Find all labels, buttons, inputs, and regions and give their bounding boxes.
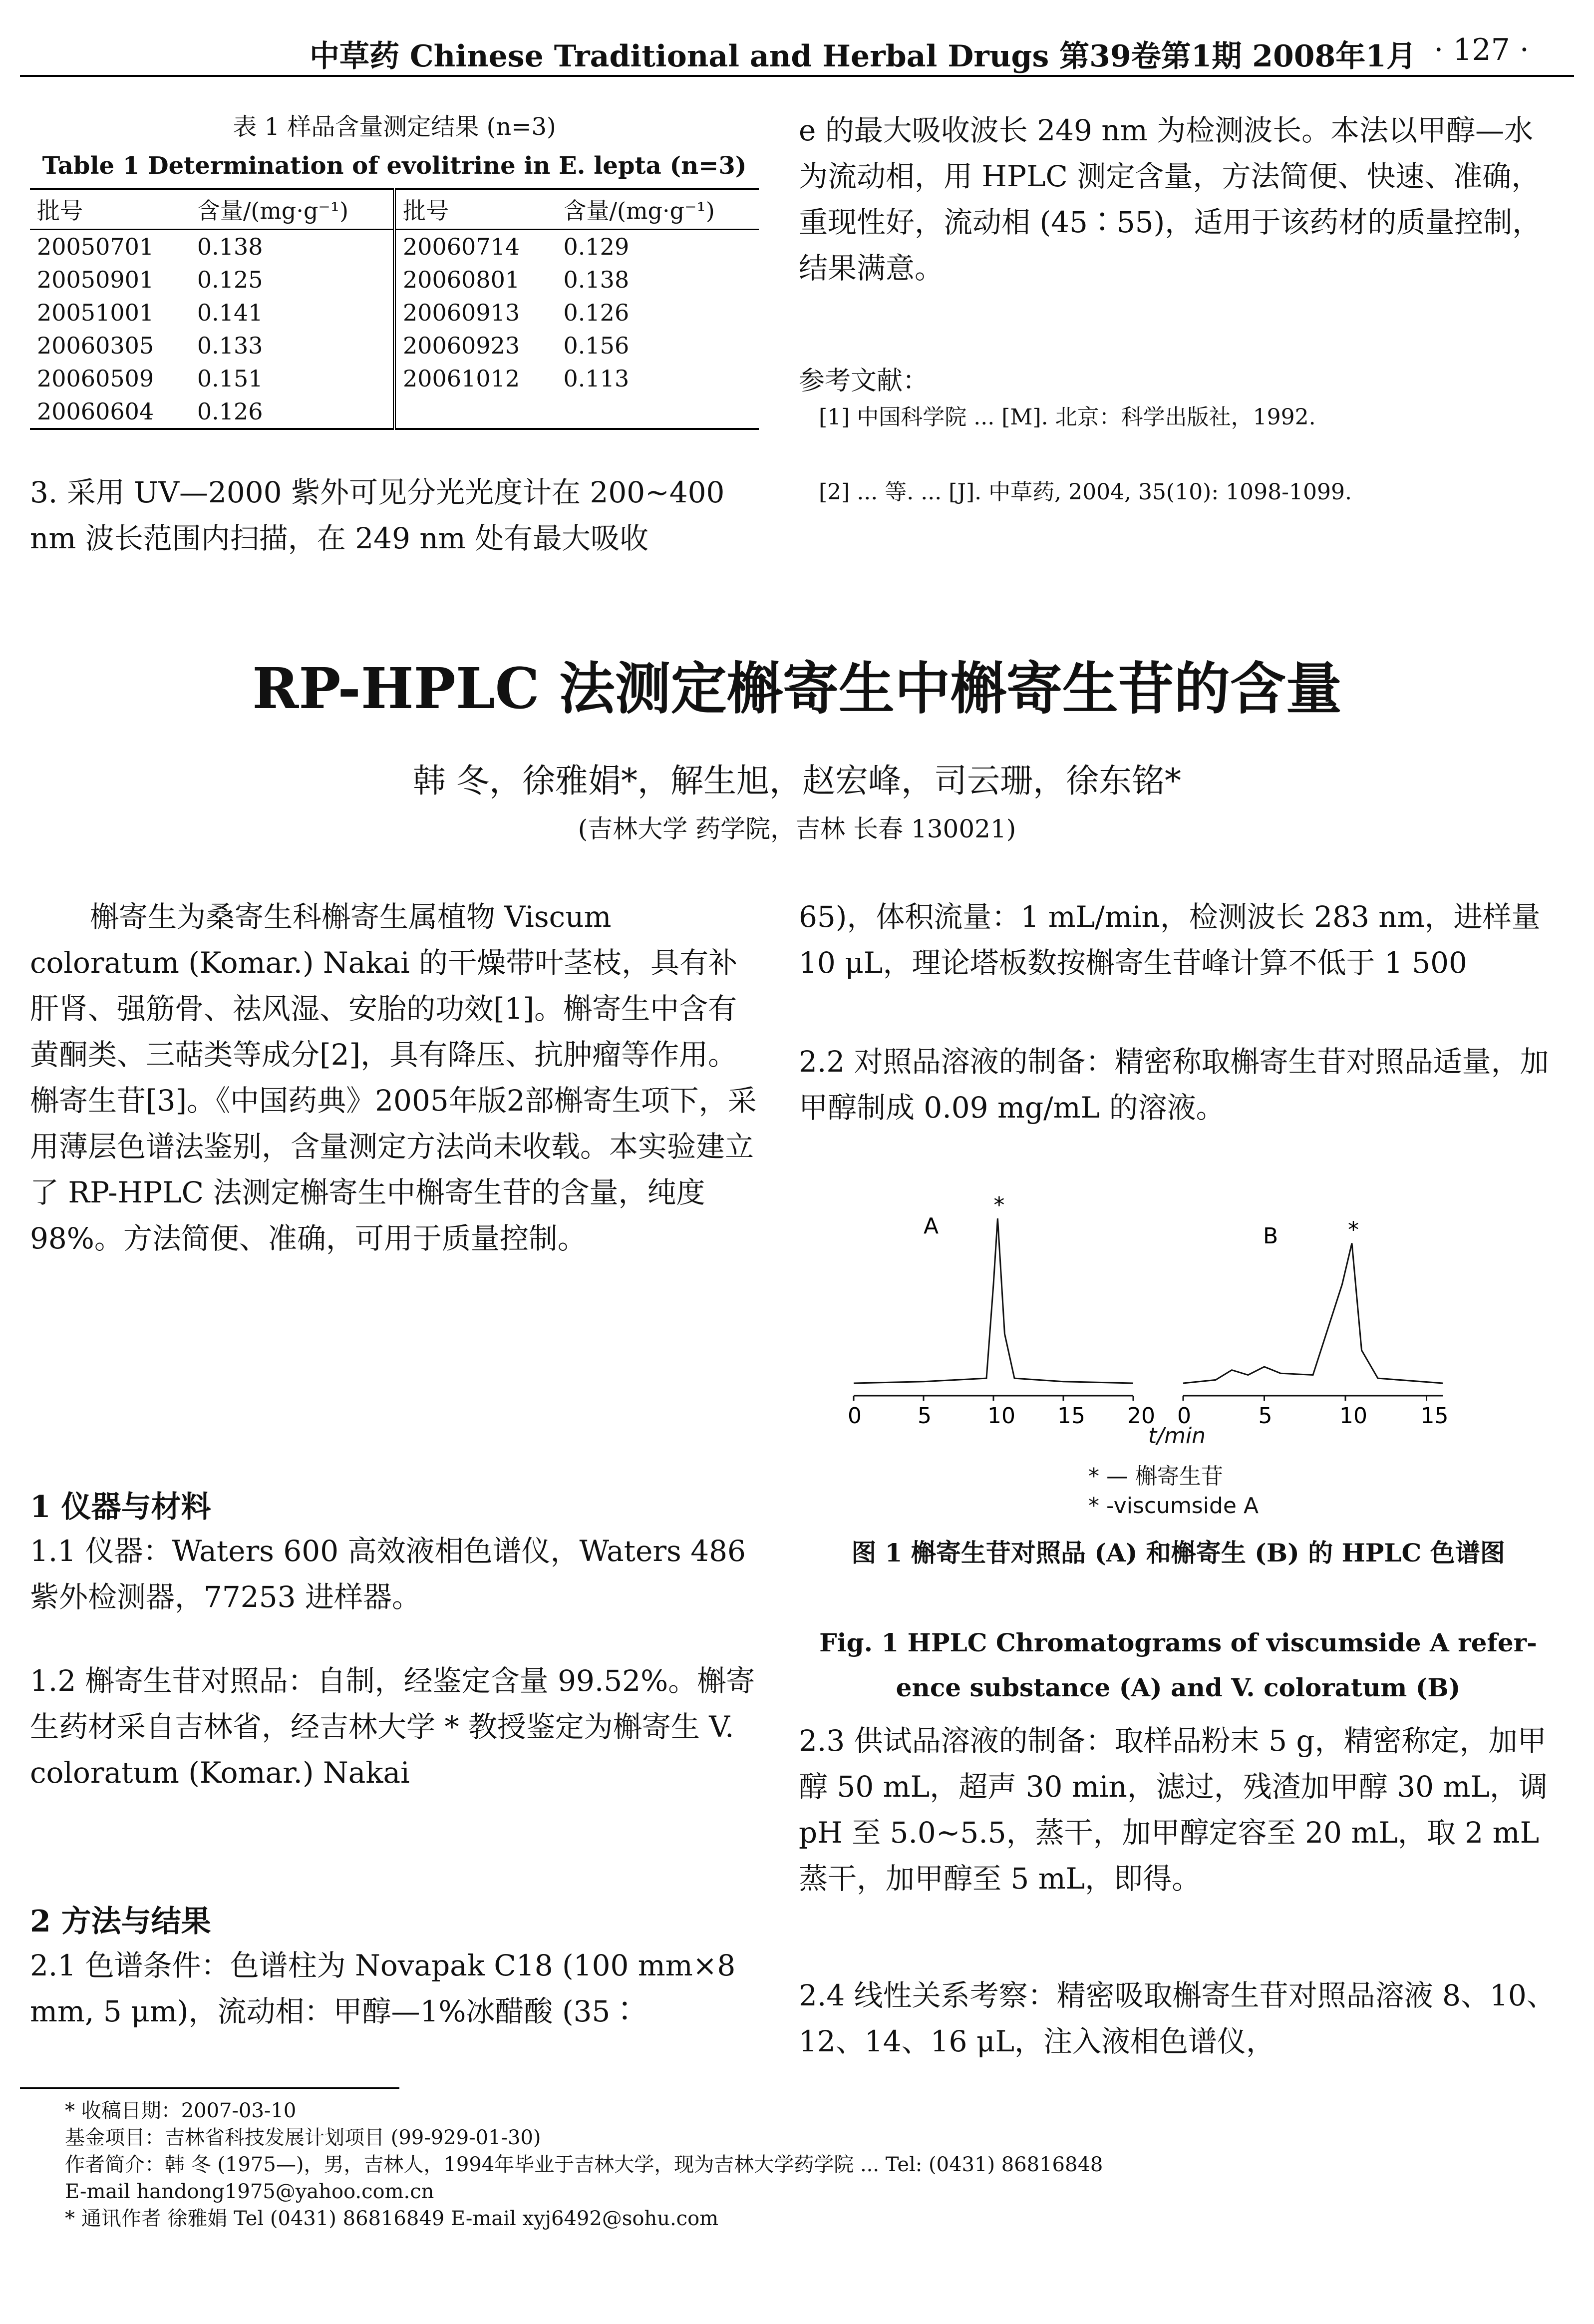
- panel-a: [848, 1192, 1155, 1429]
- cell: 0.113: [563, 365, 630, 392]
- article-title: RP-HPLC 法测定槲寄生中槲寄生苷的含量: [252, 656, 1342, 722]
- section-heading: 1 仪器与材料: [30, 1490, 211, 1525]
- reference-1: [1] 中国科学院 ... [M]. 北京：科学出版社，1992.: [819, 404, 1316, 430]
- running-header: [0, 27, 1594, 82]
- cell: [394, 395, 557, 429]
- panel-label-a: A: [924, 1213, 939, 1239]
- footnote-author: 作者简介：韩 冬 (1975—)，男，吉林人，1994年毕业于吉林大学，现为吉林大学药学院 ... Tel: (0431) 86816848: [65, 2153, 1103, 2176]
- table-row: [30, 362, 759, 395]
- x-tick-label: 20: [1127, 1403, 1155, 1429]
- references-heading: 参考文献：: [799, 366, 929, 396]
- body-paragraph: 1.1 仪器：Waters 600 高效液相色谱仪，Waters 486 紫外检测器，77253 进样器。: [30, 1534, 746, 1614]
- right-top-paragraph: e 的最大吸收波长 249 nm 为检测波长。本法以甲醇—水为流动相，用 HPLC 测定含量，方法简便、快速、准确，重现性好，流动相 (45∶55)，适用于该药材的质量控制，结果满意。: [799, 113, 1542, 285]
- footnote-rule: [20, 2087, 399, 2089]
- figure-caption-en-1: Fig. 1 HPLC Chromatograms of viscumside A refer-: [819, 1628, 1537, 1657]
- col-header: 含量/(mg·g⁻¹): [557, 189, 759, 230]
- peak-marker: *: [1348, 1217, 1359, 1243]
- cell: 20060801: [402, 266, 520, 293]
- table-body: [30, 188, 759, 430]
- table-row: [30, 263, 759, 296]
- table-title-en: Table 1 Determination of evolitrine in E. lepta (n=3): [42, 152, 747, 180]
- body-paragraph: 2.3 供试品溶液的制备：取样品粉末 5 g，精密称定，加甲醇 50 mL，超声 30 min，滤过，残渣加甲醇 30 mL，调 pH 至 5.0~5.5，蒸干，加甲醇定容至 20 mL，取 2 mL 蒸干，加甲醇至 5 mL，即得。: [799, 1724, 1548, 1896]
- table-row: [30, 329, 759, 362]
- chromatogram-trace: [1183, 1243, 1443, 1384]
- col-header: 批号: [30, 189, 190, 230]
- peak-marker: *: [993, 1192, 1005, 1218]
- x-tick-label: 5: [918, 1403, 932, 1429]
- header-rule: [20, 75, 1574, 77]
- cell: 0.151: [190, 362, 394, 395]
- section-heading: 2 方法与结果: [30, 1904, 211, 1939]
- cell: 20060714: [402, 233, 520, 260]
- figure-legend-2: * -viscumside A: [1088, 1493, 1259, 1519]
- col-header: 批号: [394, 189, 557, 230]
- x-axis-label: t/min: [1148, 1423, 1206, 1449]
- article-authors: 韩 冬，徐雅娟*，解生旭，赵宏峰，司云珊，徐东铭*: [413, 762, 1181, 800]
- cell: 20060604: [30, 395, 190, 429]
- body-paragraph: 65)，体积流量：1 mL/min，检测波长 283 nm，进样量 10 μL，理论塔板数按槲寄生苷峰计算不低于 1 500: [799, 900, 1541, 980]
- table-1: [30, 107, 759, 430]
- cell: 0.126: [190, 395, 394, 429]
- table-row: [30, 395, 759, 429]
- cell: 20061012: [402, 365, 520, 392]
- figure-caption-en-2: ence substance (A) and V. coloratum (B): [896, 1673, 1461, 1702]
- body-paragraph: 2.2 对照品溶液的制备：精密称取槲寄生苷对照品适量，加甲醇制成 0.09 mg/mL 的溶液。: [799, 1045, 1549, 1125]
- table-row: [30, 230, 759, 264]
- x-tick-label: 15: [1420, 1403, 1449, 1429]
- cell: 0.156: [563, 332, 630, 359]
- cell: 0.133: [190, 329, 394, 362]
- cell: 0.141: [190, 296, 394, 329]
- journal-name: 中草药 Chinese Traditional and Herbal Drugs 第39卷第1期 2008年1月: [310, 39, 1417, 74]
- footnotes: [65, 2097, 1513, 2232]
- panel-label-b: B: [1263, 1223, 1278, 1249]
- intro-paragraph: 槲寄生为桑寄生科槲寄生属植物 Viscum coloratum (Komar.) Nakai 的干燥带叶茎枝，具有补肝肾、强筋骨、祛风湿、安胎的功效[1]。槲寄生中含有黄酮类、三萜类等成分[2]，具有降压、抗肿瘤等作用。槲寄生苷[3]。《中国药典》2005年版2部槲寄生项下，采用薄层色谱法鉴别，含量测定方法尚未收载。本实验建立了 RP-HPLC 法测定槲寄生中槲寄生苷的含量，纯度 98%。方法简便、准确，可用于质量控制。: [30, 900, 757, 1255]
- chromatogram-trace: [854, 1218, 1133, 1383]
- cell: 0.125: [190, 263, 394, 296]
- cell: 0.138: [190, 230, 394, 264]
- footnote-received: * 收稿日期：2007-03-10: [65, 2099, 297, 2122]
- cell: 20050901: [37, 266, 154, 293]
- table-title-cn: 表 1 样品含量测定结果 (n=3): [233, 113, 556, 141]
- footnote-email: E-mail handong1975@yahoo.com.cn: [65, 2180, 434, 2203]
- x-tick-label: 10: [1339, 1403, 1367, 1429]
- panel-b: [1177, 1217, 1449, 1429]
- figure-caption-cn: 图 1 槲寄生苷对照品 (A) 和槲寄生 (B) 的 HPLC 色谱图: [851, 1538, 1505, 1567]
- body-paragraph: 2.4 线性关系考察：精密吸取槲寄生苷对照品溶液 8、10、12、14、16 μL，注入液相色谱仪，: [799, 1978, 1556, 2058]
- table-row: [30, 296, 759, 329]
- cell: 0.138: [563, 266, 630, 293]
- cell: 20050701: [37, 233, 154, 260]
- col-header: 含量/(mg·g⁻¹): [190, 189, 394, 230]
- x-tick-label: 5: [1258, 1403, 1273, 1429]
- cell: 20051001: [37, 299, 154, 326]
- body-paragraph: 2.1 色谱条件：色谱柱为 Novapak C18 (100 mm×8 mm, 5 μm)，流动相：甲醇—1%冰醋酸 (35∶: [30, 1948, 736, 2028]
- chromatogram-svg: [839, 1163, 1548, 1463]
- page-number: · 127 ·: [1434, 32, 1529, 67]
- cell: 20060923: [402, 332, 520, 359]
- footnote-funding: 基金项目：吉林省科技发展计划项目 (99-929-01-30): [65, 2126, 541, 2149]
- cell: 0.129: [563, 233, 630, 260]
- article-affiliation: (吉林大学 药学院，吉林 长春 130021): [578, 814, 1016, 843]
- cell: 0.126: [563, 299, 630, 326]
- x-tick-label: 10: [987, 1403, 1015, 1429]
- cell: [557, 395, 759, 429]
- cell: 20060913: [402, 299, 520, 326]
- x-tick-label: 0: [1177, 1403, 1191, 1429]
- body-paragraph: 1.2 槲寄生苷对照品：自制，经鉴定含量 99.52%。槲寄生药材采自吉林省，经吉林大学 * 教授鉴定为槲寄生 V. coloratum (Komar.) Nakai: [30, 1664, 755, 1790]
- cell: 20060509: [37, 365, 154, 392]
- x-tick-label: 0: [848, 1403, 862, 1429]
- figure-legend-1: * — 槲寄生苷: [1088, 1464, 1223, 1489]
- reference-2: [2] ... 等. ... [J]. 中草药, 2004, 35(10): 1098-1099.: [819, 479, 1352, 505]
- x-tick-label: 15: [1057, 1403, 1085, 1429]
- cell: 20060305: [37, 332, 154, 359]
- footnote-corresponding: * 通讯作者 徐雅娟 Tel (0431) 86816849 E-mail xyj6492@sohu.com: [65, 2207, 719, 2230]
- left-top-paragraph: 3. 采用 UV—2000 紫外可见分光光度计在 200~400 nm 波长范围内扫描，在 249 nm 处有最大吸收: [30, 475, 725, 555]
